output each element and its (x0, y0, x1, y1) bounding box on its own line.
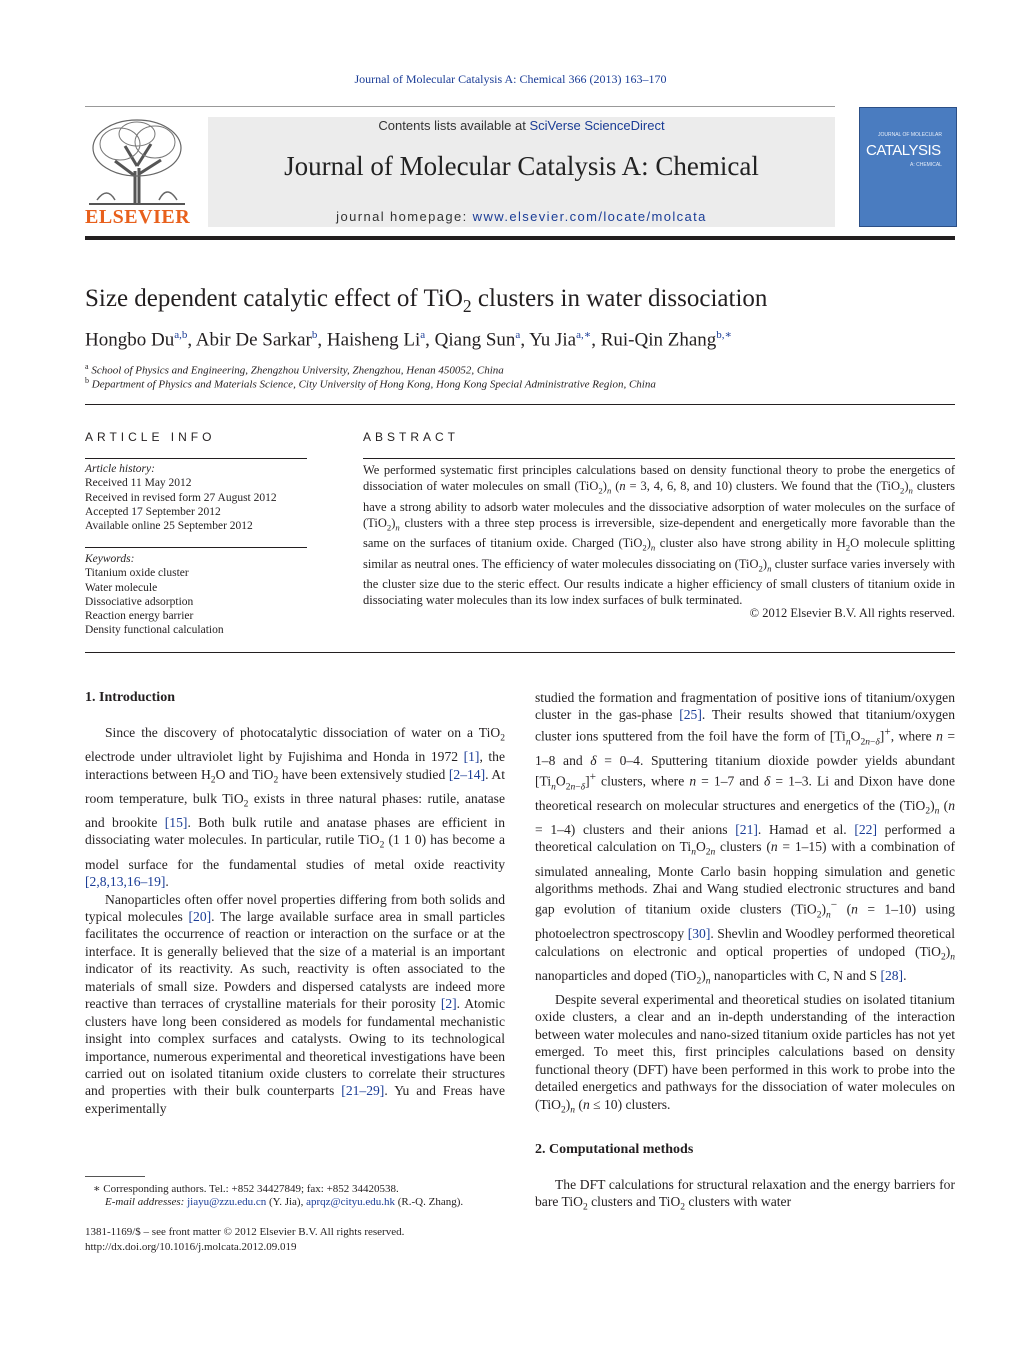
header-thick-rule (85, 236, 955, 240)
methods-column (535, 1176, 955, 1218)
paragraph: studied the formation and fragmentation of positive ions of titanium/oxygen cluster in the gas-phase [25]. Their results showed that titanium/oxygen cluster ions sputtered from the foil have the form of $[Ti_nO_{2n-\delta}]^+$, where n = 1–8 and δ = 0–4. Sputtering titanium dioxide powder yields abundant $[Ti_nO_{2n-\delta}]^+$ clusters, where n = 1–7 and δ = 1–3. Li and Dixon have done theoretical research on molecular structures and energetics of the $(TiO_2)_n$ (n = 1–4) clusters and their anions [21]. Hamad et al. [22] performed a theoretical calculation on $Ti_nO_{2n}$ clusters (n = 1–15) with a combination of simulated annealing, Monte Carlo basin hopping simulation and genetic algorithms methods. Zhai and Wang studied electronic structures and band gap evolution of titanium oxide clusters $(TiO_2)_n^-$ (n = 1–10) using photoelectron spectroscopy [30]. Shevlin and Woodley performed theoretical calculations on electronic and optical properties of undoped $(TiO_2)_n$ nanoparticles and doped $(TiO_2)_n$ nanoparticles with C, N and S [28]. (535, 690, 956, 987)
affiliation-b (85, 376, 955, 391)
footnote-rule (85, 1176, 145, 1177)
reference-link[interactable]: [30] (687, 926, 711, 942)
paragraph: Nanoparticles often offer novel properties differing from both solids and typical molecules [20]. The large available surface area in small particles facilitates the occurrence of reaction or interaction on the surface or at the interface. It is generally believed that the size of a material is an important indicator of its reactivity. As such, reactivity is often associated to the materials of small size. Powders and dispersed catalysts are indeed more reactive than terraces of crystalline materials for their porosity [2]. Atomic clusters have long been considered as models for fundamental mechanistic insight into complex surfaces and catalysts. Owing to its technological importance, numerous experimental and theoretical investigations have been carried out on isolated titanium oxide clusters to correlate their structures and properties with their bulk counterparts [21–29]. Yu and Freas have experimentally (85, 891, 505, 1116)
journal-title: Journal of Molecular Catalysis A: Chemical (284, 151, 759, 181)
reference-link[interactable]: [2,8,13,16–19] (85, 874, 166, 890)
keyword: Dissociative adsorption (85, 596, 194, 608)
author-list: Hongbo Du$^{a,b}$, Abir De Sarkar$^b$, Haisheng Li$^a$, Qiang Sun$^a$, Yu Jia$^{a,∗}$, Rui-Qin Zhang$^{b,∗}$ (85, 329, 733, 351)
section-heading-introduction: 1. Introduction (85, 690, 175, 705)
history-revised: Received in revised form 27 August 2012 (85, 491, 277, 504)
affiliation-mark: a (85, 362, 89, 371)
journal-citation[interactable]: Journal of Molecular Catalysis A: Chemical 366 (2013) 163–170 (354, 72, 667, 86)
article-info-rule (85, 458, 307, 459)
abstract-heading: ABSTRACT (363, 430, 460, 444)
reference-link[interactable]: [28] (880, 967, 904, 983)
title-block-rule (85, 404, 955, 405)
contents-line (208, 118, 835, 133)
homepage-prefix: journal homepage: (336, 209, 473, 224)
reference-link[interactable]: [15] (164, 814, 188, 830)
abstract-bottom-rule (85, 652, 955, 653)
email-addresses-note: E-mail addresses: jiayu@zzu.edu.cn (Y. Jia), aprqz@cityu.edu.hk (R.-Q. Zhang). (105, 1196, 464, 1208)
affiliation-mark: b (85, 376, 89, 385)
abstract-rule (363, 458, 955, 459)
paragraph: Despite several experimental and theoretical studies on isolated titanium oxide clusters, a clear and an in-depth understanding of the interaction between water molecules and nano-sized titanium oxide particles has not yet emerged. To meet this, first principles calculations based on density functional theory (DFT) have been performed in this work to probe into the detailed energetics and pathways for the dissociation of water molecules on $(TiO_2)_n$ (n ≤ 10) clusters. (535, 991, 955, 1116)
abstract-text: We performed systematic first principles calculations based on density functional theory to probe the energetics of dissociation of water molecules on small $(TiO_2)_n$ (n = 3, 4, 6, 8, and 10) clusters. We found that the $(TiO_2)_n$ clusters have a strong ability to adsorb water molecules and the dissociative adsorption of water molecules on the surface of $(TiO_2)_n$ clusters with a three step process is irreversible, size-dependent and energetically more favorable than the same on the surfaces of titanium oxide. Charged $(TiO_2)_n$ cluster also have strong ability in $H_2O$ molecule splitting similar as neutral ones. The efficiency of water molecules dissociating on $(TiO_2)_n$ cluster surface varies inversely with the cluster size due to the steric effect. Our results indicate a higher efficiency of small clusters of titanium oxide in dissociating water molecules than its low index surfaces of bulk terminated. (363, 463, 956, 607)
paragraph: Since the discovery of photocatalytic dissociation of water on a TiO$_2$ electrode under ultraviolet light by Fujishima and Honda in 1972 [1], the interactions between $H_2O$ and TiO$_2$ have been extensively studied [2–14]. At room temperature, bulk TiO$_2$ exists in three natural phases: rutile, anatase and brookite [15]. Both bulk rutile and anatase phases are efficient in dissociating water molecules. In particular, rutile TiO$_2$ (1 1 0) has become a model surface for the fundamental studies of metal oxide reactivity [2,8,13,16–19]. (85, 725, 506, 890)
reference-link[interactable]: aprqz@cityu.edu.hk (306, 1196, 396, 1208)
reference-link[interactable]: [25] (679, 707, 702, 723)
history-received: Received 11 May 2012 (85, 477, 192, 489)
affiliation-a (85, 362, 955, 377)
keywords-rule (85, 547, 307, 548)
reference-link[interactable]: [20] (188, 908, 212, 924)
reference-link[interactable]: [21] (735, 821, 758, 837)
history-accepted: Accepted 17 September 2012 (85, 506, 221, 518)
issn-line: 1381-1169/$ – see front matter © 2012 Elsevier B.V. All rights reserved. (85, 1226, 405, 1238)
contents-prefix: Contents lists available at (378, 118, 530, 133)
copyright-line: © 2012 Elsevier B.V. All rights reserved. (749, 606, 955, 620)
cover-small-title: JOURNAL OF MOLECULAR (878, 132, 942, 138)
keyword: Water molecule (85, 581, 158, 594)
article-info-heading: ARTICLE INFO (85, 430, 216, 444)
affiliation-text: Department of Physics and Materials Science, City University of Hong Kong, Hong Kong Special Administrative Region, China (91, 378, 656, 391)
right-column (535, 689, 955, 1120)
reference-link[interactable]: [2–14] (448, 766, 486, 782)
sciencedirect-link[interactable]: SciVerse ScienceDirect (529, 118, 665, 133)
keywords-label: Keywords: (85, 553, 135, 565)
keyword: Titanium oxide cluster (85, 567, 189, 579)
cover-title: CATALYSIS (866, 142, 941, 159)
article-title: Size dependent catalytic effect of TiO$_2$ clusters in water dissociation (85, 285, 768, 316)
reference-link[interactable]: [1] (463, 749, 480, 765)
keyword: Reaction energy barrier (85, 610, 194, 622)
affiliation-text: School of Physics and Engineering, Zhengzhou University, Zhengzhou, Henan 450052, China (91, 364, 504, 377)
reference-link[interactable]: [22] (854, 821, 877, 837)
cover-subtitle: A: CHEMICAL (910, 162, 942, 168)
history-label: Article history: (85, 463, 155, 475)
corresponding-authors-note: ∗ Corresponding authors. Tel.: +852 34427849; fax: +852 34420538. (93, 1183, 399, 1195)
section-heading-computational-methods: 2. Computational methods (535, 1142, 694, 1157)
introduction-column (85, 724, 505, 1117)
elsevier-wordmark: ELSEVIER (85, 206, 191, 228)
reference-link[interactable]: [2] (440, 996, 457, 1012)
reference-link[interactable]: [21–29] (341, 1083, 385, 1099)
history-online: Available online 25 September 2012 (85, 520, 253, 532)
homepage-link[interactable]: www.elsevier.com/locate/molcata (472, 209, 707, 224)
reference-link[interactable]: jiayu@zzu.edu.cn (187, 1196, 267, 1208)
homepage-line (208, 209, 835, 224)
journal-cover-image[interactable] (859, 107, 957, 227)
header-top-rule (85, 106, 835, 107)
keyword: Density functional calculation (85, 624, 224, 636)
doi-link[interactable]: http://dx.doi.org/10.1016/j.molcata.2012.09.019 (85, 1241, 297, 1253)
paragraph: The DFT calculations for structural relaxation and the energy barriers for bare TiO$_2$ clusters and TiO$_2$ clusters with water (535, 1177, 955, 1214)
